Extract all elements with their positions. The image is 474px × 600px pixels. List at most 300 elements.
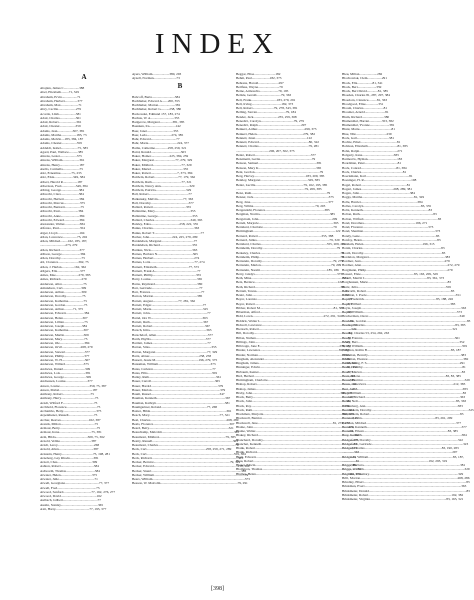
index-entry: Boyle, William...............................................................................................................373 xyxy=(342,310,462,314)
index-entry: Barrett, Marie.............................................................325 xyxy=(132,307,208,311)
index-entry: Allen, J. Harlan...............162, 362 xyxy=(40,264,87,269)
index-entry: Anderson, Lillian........................75 xyxy=(40,319,88,324)
index-entry: Block, Bert......................359 xyxy=(342,84,382,89)
index-entry: Bahr, Edward..............................77 xyxy=(132,137,180,141)
index-entry: Banks, Charles.................................................363 xyxy=(132,226,200,231)
index-entry: Andreasen, Louise..........................377 xyxy=(40,379,93,384)
index-entry: Adair, Robert.....................361 xyxy=(40,120,82,124)
index-entry: Breitenstein, Dorothy...................................................................................................................325 xyxy=(342,407,474,412)
index-entry: Becker, William...........................................................................................................79 xyxy=(132,472,249,477)
index-list-1 xyxy=(40,86,128,511)
index-entry: Anderson, Ole.............................384 xyxy=(40,341,90,345)
index-entry: Blunt, Marie......................................81 xyxy=(342,127,395,132)
index-entry: Anderson, Edward......................384 xyxy=(40,311,90,316)
index-entry: Biersach, Robert.............................................................................................................349 xyxy=(236,327,357,331)
index-entry: Arnott, Chas.........................................309 xyxy=(40,460,98,464)
index-entry: Berg, Jane............................................................................................377 xyxy=(236,199,334,204)
index-entry: Bondy, Gene..........................................................................................83 xyxy=(342,233,440,238)
index-entry: Birmingham, Charlotte.................................................................................................365 xyxy=(236,378,355,382)
index-entry: Brennen, Kenneth................................................................................................................377 xyxy=(342,424,467,429)
index-entry: Barnes, Herbert................................................274 xyxy=(132,256,200,260)
index-entry: Beyer, Lorenzo.............................................................................................................81 xyxy=(236,297,353,302)
index-entry: Beutz, John.............................................................................................................381 xyxy=(236,293,350,297)
index-entry: Andrews, George..........................309 xyxy=(40,375,91,379)
index-entry: Becker, Bernice..........................................................................................79, 329 xyxy=(132,460,241,464)
index-entry: Bardeleben, Margaret......................................77 xyxy=(132,239,198,243)
index-entry: Barrett, Edgar.............................................................77 xyxy=(132,302,207,307)
index-entry: Baum, Russel.................................................................................347 xyxy=(132,392,225,396)
index-entry: Bardeleben, Richard......................................355 xyxy=(132,243,198,248)
index-entry: Benedict, Ralph...................................................297 xyxy=(236,123,307,127)
index-entry: Bloomer, Arnold........................81 xyxy=(342,110,389,115)
index-entry: Brant, Dorothy......................................................................................................................81 xyxy=(342,365,466,370)
index-entry: Brackins, Gordon.......................................................................................................................83 xyxy=(342,318,471,323)
index-entry: Beck, Carl......................................................................258, 259, 271, 289 xyxy=(132,447,232,452)
index-entry: Beauchamp, Malcolm.....................................................................................365 xyxy=(132,430,240,435)
index-entry: Bent, Gordon.............................................................................79 xyxy=(236,169,324,174)
index-entry: Brady, William.....................................................................................................................359 xyxy=(342,344,467,348)
index-entry: Blum, Richard..........................380 xyxy=(342,114,390,119)
index-entry: Bossert, Elsie...............................................................83, 163, 209, 329 xyxy=(342,271,438,276)
index-entry: Abry, Cecilia.....................279 xyxy=(40,107,81,112)
index-entry: Bell, Frank..............................183, 279, 291 xyxy=(236,97,296,102)
index-entry: Bachhuber, Edward A.......200, 355 xyxy=(132,98,180,103)
index-entry: Anderson, Gordon......................75 xyxy=(40,302,88,307)
index-entry: Blank, Richard...................................................................................................................363 xyxy=(236,450,360,455)
index-entry: Briggs, William.......................................................................................................................329 xyxy=(342,467,470,472)
index-entry: Bloedorn, Clarence..........81, 363 xyxy=(342,97,388,102)
index-entry: Armour, Irene......................................75, 381 xyxy=(40,430,102,435)
index-entry: Borghausen, Marie..............................................................................................83 xyxy=(342,280,451,285)
index-entry: Beals, Florence..........................................................................................307 xyxy=(132,421,235,426)
index-entry: Bender, Jack.............................235, 259, 368 xyxy=(236,114,297,119)
index-entry: Baldwin, Ruth...................................77, 321 xyxy=(132,179,192,184)
index-entry: Bohn, Ralph.............................................271 xyxy=(342,148,403,153)
index-entry: Bidd, Loren....................................................................................272, 291, 341 xyxy=(236,314,343,319)
index-entry: Bonell, Merritt L.........................................................................83, 361, 373 xyxy=(342,276,445,280)
index-entry: Arnold, Velma.....................................387 xyxy=(40,438,97,443)
index-entry: Aulbach, Gilbert.........................................77 xyxy=(40,498,101,503)
index-entry: Backowski, Edmund 157, 183, 274 xyxy=(132,111,180,116)
index-entry: Brinkmeier, Donald...................................................................................................................83 xyxy=(342,488,470,493)
index-entry: Bloom, Charles........................81 xyxy=(342,106,388,110)
index-entry: Brei, Joe................................................................................................................................383 xyxy=(342,386,468,391)
index-entry: Binninger, Edwin.......................................................................................................81, 359 xyxy=(236,365,358,370)
index-entry: Bixby, John........................................................................................................343, 345 xyxy=(236,390,353,395)
index-entry: Benzinetti, Gertie.............................................................79 xyxy=(236,157,316,161)
index-entry: Anthony, Harry........................................75 xyxy=(40,396,99,401)
index-entry: Barr, Gertrude........................................................77 xyxy=(132,285,203,290)
index-entry: Brinkman, Evert..................................................................................................................363 xyxy=(342,484,467,489)
page-number: [398] xyxy=(211,586,224,592)
index-entry: Anderson, Phillip........................377 xyxy=(40,353,90,358)
index-entry: Barron, Marion....................................................385 xyxy=(132,294,203,299)
index-entry: Bray, William........................................................................................................................83 xyxy=(342,390,467,395)
index-entry: Ahrens, Henry.......................187 xyxy=(40,162,85,167)
index-entry: Bird, Herbert.................................................................................................................269 xyxy=(236,373,355,378)
index-entry: Anderson, Mary..........................75 xyxy=(40,336,88,341)
index-entry: Brennan, Eileen...................................................................................................83, 385 xyxy=(342,429,458,433)
index-entry: Blanchard, Dorothy...........................................................................................................275 xyxy=(236,437,359,442)
index-entry: Berkeley, Charles...............................................................................................79 xyxy=(236,250,344,255)
index-entry: Ahrens, William....................361 xyxy=(40,158,85,163)
index-entry: Bergman, Norma...................................................................................385 xyxy=(236,212,335,217)
index-entry: Bentz, Lucille.........................................................79, 162, 193, 385 xyxy=(236,182,328,187)
index-entry: Ball, Robert...............................................77 xyxy=(132,192,192,197)
index-entry: Bonin, Charles.............................................................................................83 xyxy=(342,246,445,251)
index-entry: Bauer, Marian.................................................................................379 xyxy=(132,387,226,392)
index-entry: Abajian, James C..................388 xyxy=(40,86,85,90)
index-entry: Bergstrom, John.......................................................................................209 xyxy=(236,216,338,221)
index-entry: Bridgeforth, Gertrude............................................................................................................323 xyxy=(342,441,469,446)
index-entry: Belisle, Gerald.............................79, 363 xyxy=(236,93,292,98)
index-entry: Alt, Clarence........................362, 75 xyxy=(40,260,89,265)
index-entry: Baker, Muriel......................................355 xyxy=(132,166,189,171)
index-entry: Bramman, Eleanor.................................................................................................................382 xyxy=(342,356,469,361)
index-entry: Brill, Morton...................................................................................................................268, 286 xyxy=(342,475,470,480)
index-entry: Bock, Gail......................................381 xyxy=(342,135,394,140)
index-entry: Beilfuss, Wayne.........................79 xyxy=(236,84,283,89)
index-entry: Boardman, Peter.......................................81 xyxy=(342,161,402,166)
index-entry: Bell, Irving...................................182, 373 xyxy=(236,101,294,106)
index-entry: Ballard, Robert.......................................355 xyxy=(132,205,192,209)
index-entry: Black, Betty..................................................................................................................297 xyxy=(236,395,355,399)
index-entry: Aitz, Elsie......................349, 384 xyxy=(40,175,85,180)
index-entry: Barikas, Nick.................................................363 xyxy=(132,247,198,252)
index-entry: Adams, Chester..................359 xyxy=(40,141,82,146)
index-entry: Beaumont, Charles...........................................................................................79 xyxy=(132,443,239,447)
index-entry: Bennett, Edward...........................................................80, 322 xyxy=(236,140,319,144)
index-entry: Bracherman, Oscar............................................................................................................349 xyxy=(342,314,465,319)
index-entry: Aiello, Carmella....................75 xyxy=(40,166,83,171)
index-entry: ..................................................................................................................................297 xyxy=(342,450,458,455)
index-entry: Anderson, Helen.......................307 xyxy=(40,315,88,320)
index-entry: Brasil, Marion......................................................................................................................83 xyxy=(342,369,466,374)
index-entry: Bingham, Alexander...............................................................................................349 xyxy=(236,356,350,361)
index-entry: Blue, Nile....................................239 xyxy=(342,131,392,136)
index-entry: Black, John...............................................................................................................381 xyxy=(236,399,352,404)
index-entry: Albing, George.....................384 xyxy=(40,188,84,192)
index-entry: Bauer, Carroll...........................................................................365 xyxy=(132,379,220,384)
index-entry: Benedict, Carolyn.......................................79, 279 xyxy=(236,118,304,123)
index-entry: Brandenburg, F. S..............................................................................................................291 xyxy=(342,361,465,365)
index-entry: Bordelon, Margaret..........................................................................................383 xyxy=(342,254,451,259)
index-entry: Agard, Paul, Wallace...........385 xyxy=(40,149,84,154)
index-entry: Blazer, Edwin.................................................................................................................349 xyxy=(236,463,357,467)
index-entry: Bernheim, Philip................................................................................................79 xyxy=(236,254,344,259)
index-entry: Ballantine, Mary..........................................355 xyxy=(132,209,196,214)
index-entry: Allen, Dorothy.........................75 xyxy=(40,256,85,260)
index-entry: Beaumont, Mildred...............................................................................79, 385 xyxy=(132,434,236,439)
index-entry: Bordner, Alan......................................................................................................272, 279 xyxy=(342,263,460,268)
index-entry: Anderson, Alice.........................75 xyxy=(40,281,87,286)
index-entry: Bibber, Robert M.......................................................................................81, 381 xyxy=(236,305,344,310)
index-entry: Berndt, Marjorie........................................................................................365 xyxy=(236,220,339,225)
index-entry: Arneberg, Gay Rhoda............................381 xyxy=(40,455,99,460)
index-entry: Bernstein, Naomi...............................................................................185, 186 xyxy=(236,267,339,272)
index-entry: Blumenthal, Harriet...............353, 382 xyxy=(342,118,394,123)
index-entry: Beatty, Russell...............................................................................................363 xyxy=(132,438,238,443)
index-entry: Brecker, Richard................................................................................................................363 xyxy=(342,395,466,399)
index-entry: Benson, Mary K....................................................................365 xyxy=(236,165,322,170)
index-entry: Bochie, Ethel...........................................81 xyxy=(342,140,401,144)
index-entry: Anderson, Katherine..................75 xyxy=(40,298,87,303)
index-entry: Adair, Charles...................361 xyxy=(40,115,81,120)
index-entry: Bishop, Robert..................................................................................................................81 xyxy=(236,382,357,387)
section-letter-b: B xyxy=(177,81,183,90)
index-entry: Beck, Richard......................................................................................................363 xyxy=(132,455,243,460)
index-entry: Baer, Janet...............................355 xyxy=(132,128,179,133)
index-entry: Bernard, Robert...........................................................................355, 388 xyxy=(236,233,334,238)
index-entry: Baker, Mildred..................................77, 329 xyxy=(132,162,192,167)
index-entry: Bahr, Marie..................................224, 377 xyxy=(132,141,189,146)
index-entry: Borgmann, Philip................................................................................................279 xyxy=(342,267,453,272)
index-entry: Ahrens, Lester....................375 xyxy=(40,154,82,158)
index-entry: Baker, Robert...............................7, 373, 384 xyxy=(132,171,193,175)
index-entry: Arm, Hilda......................................309, 75, 362 xyxy=(40,434,105,439)
index-entry: Brennan, Mildred..........................................................................................................377 xyxy=(342,420,462,425)
index-entry: Ballard, Charles...........................................349, 365 xyxy=(132,217,203,222)
index-entry: Blaine, Walter................................................................................................................81 xyxy=(236,429,354,433)
index-entry: Anderson, Orvil......................268, 279 xyxy=(40,345,93,350)
index-entry: Bramman, Beverly..............................................................................................................383 xyxy=(342,352,466,357)
index-entry: Bailie, Catherine...............258, 259, 321 xyxy=(132,145,187,150)
index-entry: Brinkmeier, Virginia..........................................................................................83, 163, 321 xyxy=(342,497,464,501)
index-entry: Bailey, Ruth...............................................................................361 xyxy=(132,375,221,379)
index-entry: Bolle, Harriet...................................................................384 xyxy=(342,199,423,204)
index-entry: Anderson, Katherine..................307 xyxy=(40,328,89,333)
index-entry: Briggs, Barbara..................................................................................................................381 xyxy=(342,463,466,467)
index-entry: Bennett, Charles...........................................................79, 281 xyxy=(236,144,319,149)
index-entry: Boeckmann, Karl...................................................81 xyxy=(342,174,413,178)
index-entry: Atwell, Fred..............................................75 xyxy=(40,485,100,490)
index-entry: Barnett, Elizabeth......................................77, 373 xyxy=(132,264,199,269)
index-entry: Arndt, Leroy...........................................268 xyxy=(40,443,100,447)
index-entry: Allen, Mildred.........162, 185, 187, xyxy=(40,239,88,243)
index-entry: Baumgartner, Roland......................................................77, 268 xyxy=(132,404,217,409)
index-entry: Bachhuber, Marion....................381 xyxy=(132,103,181,107)
index-list-2 xyxy=(132,94,250,486)
index-entry: Bowman, J. Poole.........................................................................................................351 xyxy=(342,293,461,297)
index-entry: Benzer, Jack.........................................................................................375 xyxy=(236,195,334,200)
index-entry: Bell, Robert.........................79, 278, 343, 381 xyxy=(236,106,298,110)
index-entry: Anderson, Stewart.......................377 xyxy=(40,349,90,354)
index-entry: Bonham, Helen......................................................................196, 315 xyxy=(342,242,435,246)
index-entry: Ayzell, Norman...........................73 xyxy=(132,76,180,81)
index-entry: Biddick, Walter L..........................................................................................................81 xyxy=(236,318,354,323)
index-entry: Bogart, James......................................268, 289, 381 xyxy=(342,186,413,191)
index-entry: Bosworth, Robert....................................................................................................83 xyxy=(342,288,455,293)
index-column-1 xyxy=(40,72,128,511)
index-entry: Bartel, Ora W.............................................................363 xyxy=(132,315,208,320)
index-entry: Bock, Conrad..........................................81, 384 xyxy=(342,165,407,170)
index-entry: Baldwin, Nancy Ann..................................329 xyxy=(132,183,195,188)
index-entry: Blochowiak, Clem.................291 xyxy=(342,76,387,81)
index-entry: Abraham, Herbert...............377 xyxy=(40,98,83,103)
index-entry: Albert, Harold R.................187 xyxy=(40,179,83,184)
index-entry: Albrecht, Herbert..................384 xyxy=(40,196,85,201)
section-letter-a: A xyxy=(81,73,87,81)
index-entry: Barschdorf, Allen.............................................................377 xyxy=(132,332,213,337)
index-entry: Barton, Silas.........................................................................355 xyxy=(132,345,217,350)
index-entry: Binder, Lawrence.............................................................................................81, 383 xyxy=(236,348,350,353)
index-entry: Adams, Melvin....183, 384, 187 xyxy=(40,137,84,141)
index-entry: Anderson, Joseph.....................384 xyxy=(40,324,87,328)
index-entry: Beard, Betty..............................................................................................321 xyxy=(132,426,234,430)
index-entry: Black, Roy..............................................................................................................359 xyxy=(236,403,350,408)
index-entry: Barsch, Irma...................................................................363 xyxy=(132,328,212,333)
index-entry: Anthony, Robert.................................75 xyxy=(40,392,94,396)
index-entry: Bratz, Arlene.....................................................................................................83, 83, 385 xyxy=(342,373,461,378)
index-entry: Allison, George......................384 xyxy=(40,251,86,256)
index-entry: Birbaum, Kenter.........................................................................................................373 xyxy=(236,369,353,374)
index-entry: Bridges, Charles...........................................................................................83, 190, 283 xyxy=(342,446,459,450)
index-entry: ..................................................................................................................................321 xyxy=(342,327,458,331)
index-entry: Boyle, Joseph......................................................................................................................363 xyxy=(342,305,467,310)
index-entry: ......................................................................................................192, 293, 319 xyxy=(342,458,448,463)
index-entry: Benz, Ruth.........................................................................................79 xyxy=(236,191,331,195)
index-entry: Bragdon, Rollin B...................................................................................................83, 187 xyxy=(342,348,462,353)
index-entry: Boggs, Martha.............................................................81, 329 xyxy=(342,195,425,200)
index-entry: Bogel, Robert......................................................81 xyxy=(342,182,411,187)
index-entry: Barth, Phyllis.................................................................377 xyxy=(132,336,211,341)
index-entry: Aitz, Ernestine.............75, 235 xyxy=(40,171,82,175)
index-entry: Bartlett, James.................................................................77 xyxy=(132,341,211,345)
index-entry: Bortz, Julia........................................................................................................359 xyxy=(342,284,451,289)
index-entry: Bradley, Charles 53, 254, 262, 263 xyxy=(342,331,390,336)
index-entry: Baxter, Hilda..........................................................................................361 xyxy=(132,409,232,413)
index-entry: Atwater, Julie..........................................71 xyxy=(40,477,98,481)
index-entry: Arpenthener, Russell..............................75 xyxy=(40,413,98,418)
index-entry: Blackwell, Jane.........................................................................................81, 274, 277 xyxy=(236,420,350,425)
index-entry: Badgerow, Margaret...............381, 385 xyxy=(132,120,185,124)
index-entry: Barnes, Lotta....................................................77, 274 xyxy=(132,260,205,265)
index-entry: Anderson, W. H...........................367 xyxy=(40,358,90,362)
index-entry: Bock, Charles.................................................81 xyxy=(342,169,407,174)
index-entry: Block, Ella..................81, 341 xyxy=(342,80,383,85)
index-entry: Anderson, Arthur...........71, 375 xyxy=(40,307,84,311)
index-entry: Bartz, Abner...........................................................258, 258 xyxy=(132,353,212,358)
index-entry: Betram, Teresa.........................................................................................................81 xyxy=(236,288,349,293)
index-entry: Bordner, Jean...................................................................................................279 xyxy=(342,259,450,263)
index-entry: Armour, Betty............................................75 xyxy=(40,426,101,430)
index-entry: Blaine, John.................................................................................................................276 xyxy=(236,424,354,429)
index-entry: Baird, Ronald...................................363 xyxy=(132,149,186,154)
index-entry: Benkert, Helen.......................................................279, 382 xyxy=(236,131,316,136)
index-entry: Acorda, Lilah....................381 xyxy=(40,111,81,116)
index-entry: Bernstein, Dorothy....................................................................................79, 279 xyxy=(236,259,344,263)
index-entry: Barr, Frances............................................................77 xyxy=(132,290,205,294)
index-entry: Berry, Gladys.................................................................................................373 xyxy=(236,271,343,276)
index-entry: Barnett, Frank A..................................................77 xyxy=(132,268,201,273)
index-entry: Atwell, Georgiana........................................77, 377 xyxy=(40,481,110,486)
index-entry: Bernstein, Marion...................................................................................79, 209 xyxy=(236,263,342,268)
index-entry: Beers, William.............................................................................................................373 xyxy=(132,477,250,481)
index-entry: Bernhard, Charlotte...................................................................................79 xyxy=(236,225,337,229)
index-entry: Adair, Chester...................359 xyxy=(40,124,81,129)
index-entry: Abel, Elizabeth.........71, 329 xyxy=(40,90,79,95)
index-entry: Bingham, James......................................................................................................218, 349 xyxy=(236,361,357,365)
index-entry: Boyd, Wilbert.........................................................................................................383 xyxy=(342,301,456,306)
index-entry: Axtt, Harry........................................77, 193, 377 xyxy=(40,506,107,511)
index-entry: Bassett, Jessie M...................................................196, 279, 375 xyxy=(132,358,218,362)
index-entry: Blanchet, Kenneth.............................................................................................................81 xyxy=(236,441,358,446)
index-entry: Atwood, David..........................................162 xyxy=(40,494,102,498)
index-entry: Belling, Stevan..................................79, 184 xyxy=(236,110,296,115)
index-entry: Arnstein, Henry.....................................75, 198, 281 xyxy=(40,451,110,456)
index-entry: Abraham, Max.....................71 xyxy=(40,103,82,107)
index-entry: Bolton, Ruth.......................................................................................83 xyxy=(342,212,437,217)
index-entry: Boltz, Kenneth..............................................................................83 xyxy=(342,208,433,212)
page-title: INDEX xyxy=(154,28,281,60)
index-entry: Allan, Lawrence.................75, 202 xyxy=(40,234,88,239)
index-entry: Behm, Paul.....................182, 373 xyxy=(236,76,282,81)
index-entry: .......................................206, 207, 302, 373 xyxy=(236,148,295,153)
index-entry: Babcoff, Berta...........................384 xyxy=(132,94,180,99)
index-entry: Becker, Edward...................................................................................................258, 369 xyxy=(132,464,250,469)
index-entry: Balsley, Edna..................................258, 222, 355 xyxy=(132,222,199,226)
index-entry: Blank, Robert..................................................................................................................363 xyxy=(236,446,357,450)
index-entry: Breitenstein, Robert...........................................................................................................83 xyxy=(342,412,464,416)
index-entry: Allgers, Ella...........................377 xyxy=(40,268,86,273)
index-entry: Biberman, Alfred.......................................................................................................209 xyxy=(236,310,353,314)
index-entry: Beth, Mina............................................................................................................381 xyxy=(236,276,348,280)
index-entry: Bridgman, William....................................................................................................83, 187, xyxy=(342,454,464,459)
index-entry: Bishop, James..................................................................................................................363 xyxy=(236,386,358,391)
index-entry: Bentz, Robert..................................................................377 xyxy=(236,152,316,157)
index-entry: Bolles, Carolyn....................................................................83, 335 xyxy=(342,203,432,208)
index-entry: Blackman, Marjorie.............................................................................................365, 375 xyxy=(236,412,355,416)
index-entry: Baker, Margaret.........................77, 279, 329 xyxy=(132,158,193,163)
index-entry: Barber, John...........................224, 225, 279, 289 xyxy=(132,234,198,239)
index-entry: Ballantine, George.........................................355 xyxy=(132,213,198,218)
index-entry: Arends, Milton........................................75 xyxy=(40,421,99,426)
index-entry: Albrecht, Marcus...................375 xyxy=(40,200,85,205)
index-entry: Arnold, Allen.........................................387 xyxy=(40,447,99,452)
index-entry: Bachhuber, Robert G..........258, 380 xyxy=(132,107,182,112)
index-entry: Albrecht, Clara.....................384 xyxy=(40,192,84,197)
index-entry: Beach, Mary...................................................................................77, 321 xyxy=(132,413,230,418)
index-entry: Braus, Genevieve.......................................................................................................212, 383 xyxy=(342,382,466,387)
index-entry: Ashton, Robert.......................................384 xyxy=(40,464,99,469)
index-entry: Boesinger, H. R........................................................198 xyxy=(342,178,417,183)
index-entry: Black, Ruth..................................................................................................................361 xyxy=(236,407,354,412)
index-entry: Bradley, Charles...........................................................................................................83, 385 xyxy=(342,322,466,327)
index-entry: Beyer, Robert.............................................................................................................219 xyxy=(236,301,353,306)
index-entry: Alexander, Walter..................384 xyxy=(40,222,85,226)
index-entry: Brennan, John.......................................................................................83, 261, 299 xyxy=(342,416,453,421)
index-entry: Beck, Carl.......................................................................................................359, 384 xyxy=(132,451,246,456)
index-entry: Blumenthal, Yvonne.......................381 xyxy=(342,123,395,127)
index-entry: .................................................................................79, 209, 385 xyxy=(236,186,322,191)
index-entry: Bloodgood, Elise...............351 xyxy=(342,101,384,106)
index-entry: Amundson, Carl......................309 xyxy=(40,285,87,290)
index-entry: ..............................273, 279 xyxy=(40,243,78,248)
index-entry: Bernhard, Charles..............................................................................355, 209, 210 xyxy=(236,242,346,246)
index-entry: Blau, Robert.........................................................................................................................81 xyxy=(236,458,360,463)
index-entry: Blatz, Edward...................................................................................................................81 xyxy=(236,454,357,459)
index-entry: Becker, Stuart..........................................................................................................383 xyxy=(132,468,247,473)
index-entry: Ames, Mae...........................279, 385 xyxy=(40,273,91,277)
index-entry: Bernard, Julius......................................................................................79, 329 xyxy=(236,237,340,242)
index-entry: Addeldt, Isabel....................75, 383 xyxy=(40,145,88,150)
index-list-2-pre xyxy=(132,72,228,81)
index-entry: Boyd, Frederick.....................................................................................83, 188, 226 xyxy=(342,297,454,302)
index-entry: Billan, Nathen.............................................................................................................81 xyxy=(236,335,352,340)
index-entry: Ashworth, Thomas..................................384 xyxy=(40,468,100,473)
index-entry: Bill, Dorothy................................................................................................................81 xyxy=(236,331,353,336)
index-entry: Brey, Kenneth......................................................................................................................384 xyxy=(342,433,467,438)
